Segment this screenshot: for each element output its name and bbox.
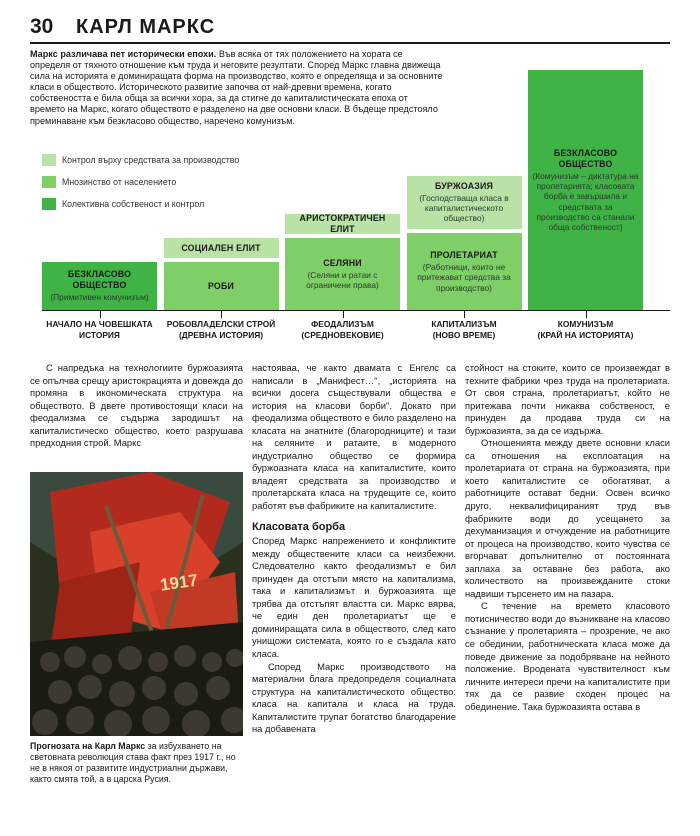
text-column-1 [30, 362, 243, 450]
legend-item-majority [42, 172, 292, 191]
bar-epoch-1 [42, 262, 157, 310]
chart-baseline [42, 310, 670, 311]
col3-paragraph-2: Отношенията между двете основни класи са отношения на експлоатация на пролетариата от страна на буржоазията, при което капиталистите се обогатяват, а работниците остават бедни. Освен всичко друго, неквалифицираният труд във фабриките води до усещането за дехуманизация и отчуждение на работниците от процеса на производство, които чувства се вгорчават допълнително от постоянната заплаха за оставане без работа, ако количеството на произвежданите стоки надвиши търсенето им на пазара. [465, 437, 670, 599]
intro-lead: Маркс различава пет исторически епохи. [30, 49, 217, 59]
era-label-line: ФЕОДАЛИЗЪМ [311, 319, 374, 329]
legend-label-majority: Мнозинство от населението [62, 176, 177, 187]
segment-title: СЕЛЯНИ [323, 257, 362, 268]
intro-paragraph [30, 49, 445, 127]
era-label-line: ИСТОРИЯ [79, 329, 120, 340]
era-label-line: КОМУНИЗЪМ [557, 319, 614, 329]
chart-legend [42, 150, 292, 216]
segment-title: РОБИ [207, 280, 235, 291]
bar-epoch-2 [164, 238, 279, 310]
col2-paragraph-3: Според Маркс производството на материални блага предопределя социалната структура на капиталистическото общество: класа на капитала и класа на труда. Капиталистите трупат богатство благодарение на добавената [252, 660, 456, 735]
segment-subtitle: (Примитивен комунизъм) [50, 292, 149, 303]
legend-item-control [42, 150, 292, 169]
bar-segment-majority [164, 262, 279, 310]
era-tick [586, 310, 587, 318]
era-tick [343, 310, 344, 318]
bar-segment-control [407, 176, 522, 234]
poster-artwork [30, 472, 243, 736]
segment-subtitle: (Комунизъм – диктатура на пролетарията; класовата борба е завършила и средствата за производство са станали обща собственост) [532, 170, 639, 232]
bar-segment-collective [42, 262, 157, 310]
era-label-3 [282, 319, 403, 340]
legend-swatch-collective [42, 198, 56, 210]
revolution-poster-image [30, 472, 243, 736]
caption-text: за избухването на световната революция става факт през 1917 г., но не в някоя от развитите индустриални държави, както смята той, а в царска Русия. [30, 741, 236, 784]
segment-title: БУРЖОАЗИЯ [434, 181, 494, 192]
legend-item-collective [42, 194, 292, 213]
bar-epoch-3 [285, 214, 400, 310]
bar-segment-collective [528, 70, 643, 310]
header-rule [30, 42, 670, 44]
era-tick [464, 310, 465, 318]
era-label-1 [39, 319, 160, 340]
era-tick [100, 310, 101, 318]
segment-title: БЕЗКЛАСОВО ОБЩЕСТВО [67, 269, 132, 291]
col3-paragraph-3: С течение на времето класовото потисничество води до възникване на класово съзнание у пролетарията – прозрение, че ако се обединии, работническата класа може да поведе движение за подобряване на нейното положение. Вродената чувствителност към личните интереси пречи на капиталистите при тях да се развие сходен процес на обединение. Така буржоазията остава в [465, 600, 670, 712]
bar-epoch-5 [528, 70, 643, 310]
col2-paragraph-1: настояваа, че както двамата с Енгелс са написали в „Манифест…", „историята на всички досега съществували общества е история на класови борби". Докато при феодализма обществото е било разделено на класата на знатните (благородниците) и тази на селяните и ратаите, в модерното индустриално общество се формира буржоазната класа на капиталистите, които владеят средствата за производство и пролетарската класа на трудещите се, които работят във фабриките на капиталистите. [252, 362, 456, 512]
bar-segment-majority [285, 238, 400, 310]
segment-title: АРИСТОКРАТИЧЕН ЕЛИТ [299, 213, 386, 234]
segment-subtitle: (Господстваща класа в капиталистическото общество) [419, 193, 509, 224]
col3-paragraph-1: стойност на стоките, които се произвеждат в техните фабрики чрез труда на пролетариата. От своя страна, пролетариатът, който не притежава почти никаква собственост, е принуден да продава труда си на буржоазията, за да се издържа. [465, 362, 670, 436]
era-label-line: (КРАЙ НА ИСТОРИЯТА) [537, 329, 634, 340]
segment-subtitle: (Селяни и ратаи с ограничени права) [306, 269, 379, 290]
page-header [30, 14, 670, 40]
era-label-line: КАПИТАЛИЗЪМ [431, 319, 497, 329]
bar-segment-control [285, 214, 400, 238]
segment-subtitle: (Работници, които не притежават средства за производство) [417, 262, 511, 293]
section-heading-class-struggle: Класовата борба [252, 520, 346, 533]
legend-swatch-control [42, 154, 56, 166]
era-label-2 [161, 319, 282, 340]
era-label-line: (ДРЕВНА ИСТОРИЯ) [178, 329, 264, 340]
era-label-line: РОБОВЛАДЕЛСКИ СТРОЙ [166, 319, 276, 329]
era-label-line: (НОВО ВРЕМЕ) [432, 329, 496, 340]
era-label-5 [525, 319, 646, 340]
era-label-line: (СРЕДНОВЕКОВИЕ) [301, 329, 384, 340]
poster-caption [30, 741, 243, 785]
legend-label-collective: Колективна собственост и контрол [62, 198, 205, 209]
poster-year: 1917 [158, 570, 200, 595]
caption-lead: Прогнозата на Карл Маркс [30, 741, 146, 751]
bar-segment-majority [407, 233, 522, 310]
era-tick [221, 310, 222, 318]
segment-title: ПРОЛЕТАРИАТ [430, 250, 498, 261]
legend-swatch-majority [42, 176, 56, 188]
era-label-line: НАЧАЛО НА ЧОВЕШКАТА [46, 319, 153, 329]
chapter-title: КАРЛ МАРКС [76, 16, 216, 38]
col1-paragraph-1: С напредъка на технологиите буржоазията се опълчва срещу аристокрацията и довежда до промяна в икономическата структура на обществото. В двете противостоящи класи на феодализма се съдържа зародишът на капиталистическо общество, което разрушава предходния строй. Маркс [30, 362, 243, 449]
bar-segment-control [164, 238, 279, 262]
text-column-2 [252, 362, 456, 736]
bar-epoch-4 [407, 176, 522, 310]
legend-label-control: Контрол върху средствата за производство [62, 154, 240, 165]
segment-title: СОЦИАЛЕН ЕЛИТ [181, 242, 261, 253]
text-column-3 [465, 362, 670, 713]
col2-paragraph-2: Според Маркс напрежението и конфликтите между обществените класи са неизбежни. Следователно както феодализмът е бил принуден да отстъпи място на капитализма, така и капитализмът и буржоазията ще трябва да отстъпят властта си. Маркс вярва, че един ден пролетариатът ще е доминиращата сила в обществото, след като унищожи системата, която го е създала като класа. [252, 535, 456, 660]
intro-text: Във всяка от тях положението на хората се определя от тяхното отношение към труда и неговите резултати. Според Маркс главна движеща сила на историята е доминиращата форма на производство, която е определяща и за основните класи в обществото. Историческото развитие започва от най-древни времена, когато собствеността е била обща за всички хора, за да стигне до капиталистическата епоха от времето на Маркс, когато обществото е разделено на две основни класи. В бъдеще предстояло преминаване към безкласово общество, наречено комунизъм. [30, 49, 443, 126]
page-number: 30 [30, 15, 54, 38]
era-label-4 [404, 319, 525, 340]
segment-title: БЕЗКЛАСОВО ОБЩЕСТВО [553, 147, 618, 169]
